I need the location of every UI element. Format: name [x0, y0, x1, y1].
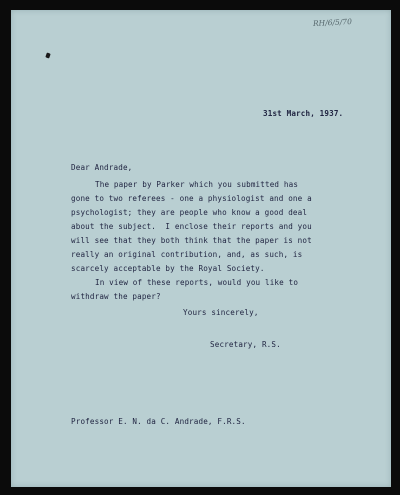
body-line: scarcely acceptable by the Royal Society. [71, 264, 265, 273]
archive-reference-mark: RH/6/5/70 [312, 16, 353, 29]
body-line: will see that they both think that the paper is not [71, 236, 312, 245]
body-line: In view of these reports, would you like to [95, 278, 299, 287]
closing: Yours sincerely, [183, 308, 259, 317]
letter-date: 31st March, 1937. [263, 109, 344, 118]
body-line: The paper by Parker which you submitted has [95, 180, 299, 189]
signature: Secretary, R.S. [210, 340, 281, 349]
salutation: Dear Andrade, [71, 163, 133, 172]
ink-mark [45, 52, 50, 58]
body-line: about the subject. I enclose their reports and you [71, 222, 312, 231]
recipient-address: Professor E. N. da C. Andrade, F.R.S. [71, 417, 246, 426]
body-line: really an original contribution, and, as such, is [71, 250, 303, 259]
body-line: withdraw the paper? [71, 292, 161, 301]
letter-sheet [11, 10, 391, 487]
body-line: gone to two referees - one a physiologist and one a [71, 194, 312, 203]
body-line: psychologist; they are people who know a good deal [71, 208, 308, 217]
